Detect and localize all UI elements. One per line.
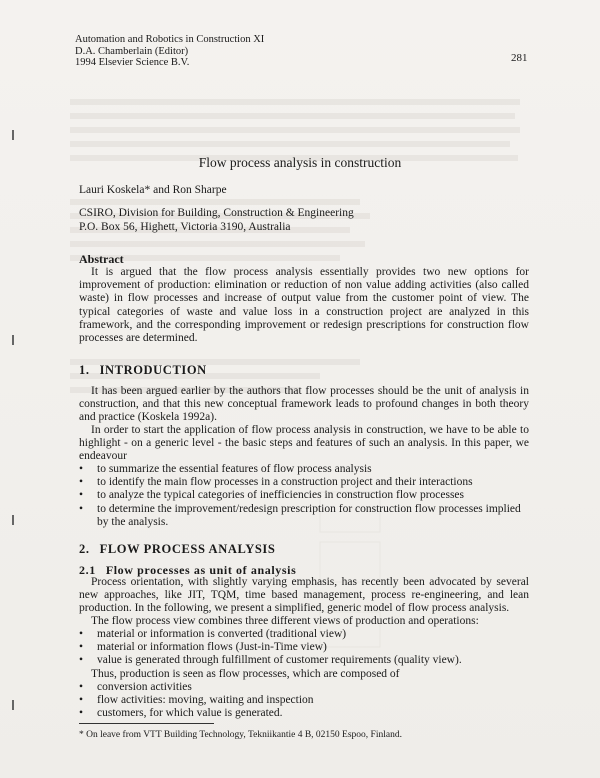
editor-line: D.A. Chamberlain (Editor)	[75, 45, 189, 57]
intro-paragraph-2: In order to start the application of flow process analysis in construction, we have to be able to highlight - on a generic level - the basic steps and features of such an analysis. In this paper, we endeavour	[79, 424, 529, 463]
list-item: • to identify the main flow processes in a construction project and their interactions	[79, 476, 529, 489]
publisher-line: 1994 Elsevier Science B.V.	[75, 57, 190, 68]
subsection-number: 2.1	[79, 563, 96, 577]
page-number: 281	[511, 52, 528, 64]
footnote-rule	[79, 723, 214, 724]
affiliation-line-2: P.O. Box 56, Highett, Victoria 3190, Australia	[79, 220, 291, 233]
list-item: • flow activities: moving, waiting and inspection	[79, 694, 529, 707]
abstract-heading: Abstract	[79, 252, 124, 266]
affiliation	[79, 207, 354, 234]
section-2-number: 2.	[79, 542, 90, 556]
section-2-paragraph-1: Process orientation, with slightly varying emphasis, has recently been advocated by several new approaches, like JIT, TQM, time based management, process re-engineering, and lean production. In the following, we present a simplified, generic model of flow process analysis.	[79, 576, 529, 615]
section-1-title: INTRODUCTION	[99, 363, 207, 377]
list-item: • material or information is converted (traditional view)	[79, 628, 529, 641]
section-1-number: 1.	[79, 363, 90, 377]
list-item: • to analyze the typical categories of inefficiencies in construction flow processes	[79, 489, 529, 502]
margin-mark	[12, 130, 14, 140]
intro-bullet-list	[79, 463, 529, 529]
views-bullet-list	[79, 628, 529, 668]
affiliation-line-1: CSIRO, Division for Building, Construction & Engineering	[79, 207, 354, 219]
list-item: • material or information flows (Just-in-Time view)	[79, 641, 529, 654]
subsection-title: Flow processes as unit of analysis	[105, 563, 297, 577]
list-item: • customers, for which value is generated.	[79, 707, 529, 720]
section-1-heading	[79, 363, 207, 378]
abstract-text: It is argued that the flow process analysis essentially provides two new options for improvement of production: elimination or reduction of non value adding activities (also called waste) in flow processes and increase of output value from the customer point of view. The typical categories of waste and value loss in a construction project are analyzed in this framework, and the corresponding improvement or redesign prescriptions for construction flow processes are determined.	[79, 266, 529, 345]
margin-mark	[12, 700, 14, 710]
section-2-heading	[79, 542, 275, 557]
author-list: Lauri Koskela* and Ron Sharpe	[79, 184, 227, 196]
list-item: • conversion activities	[79, 681, 529, 694]
footnote: * On leave from VTT Building Technology, Tekniikantie 4 B, 02150 Espoo, Finland.	[79, 730, 402, 740]
intro-paragraph-1: It has been argued earlier by the authors that flow processes should be the unit of analysis in construction, and that this new conceptual framework leads to profound changes in both theory and practice (Koskela 1992a).	[79, 385, 529, 424]
running-header	[75, 34, 264, 69]
paper-title: Flow process analysis in construction	[198, 155, 402, 170]
composition-bullet-list	[79, 681, 529, 721]
section-2-title: FLOW PROCESS ANALYSIS	[99, 542, 276, 556]
proceedings-title: Automation and Robotics in Construction XI	[75, 34, 265, 45]
section-2-paragraph-2: The flow process view combines three different views of production and operations:	[91, 615, 479, 627]
margin-mark	[12, 335, 14, 345]
list-item: • value is generated through fulfillment of customer requirements (quality view).	[79, 654, 529, 667]
section-2-paragraph-3: Thus, production is seen as flow processes, which are composed of	[91, 668, 400, 680]
list-item: • to determine the improvement/redesign prescription for construction flow processes implied by the analysis.	[79, 503, 529, 529]
margin-mark	[12, 515, 14, 525]
list-item: • to summarize the essential features of flow process analysis	[79, 463, 529, 476]
